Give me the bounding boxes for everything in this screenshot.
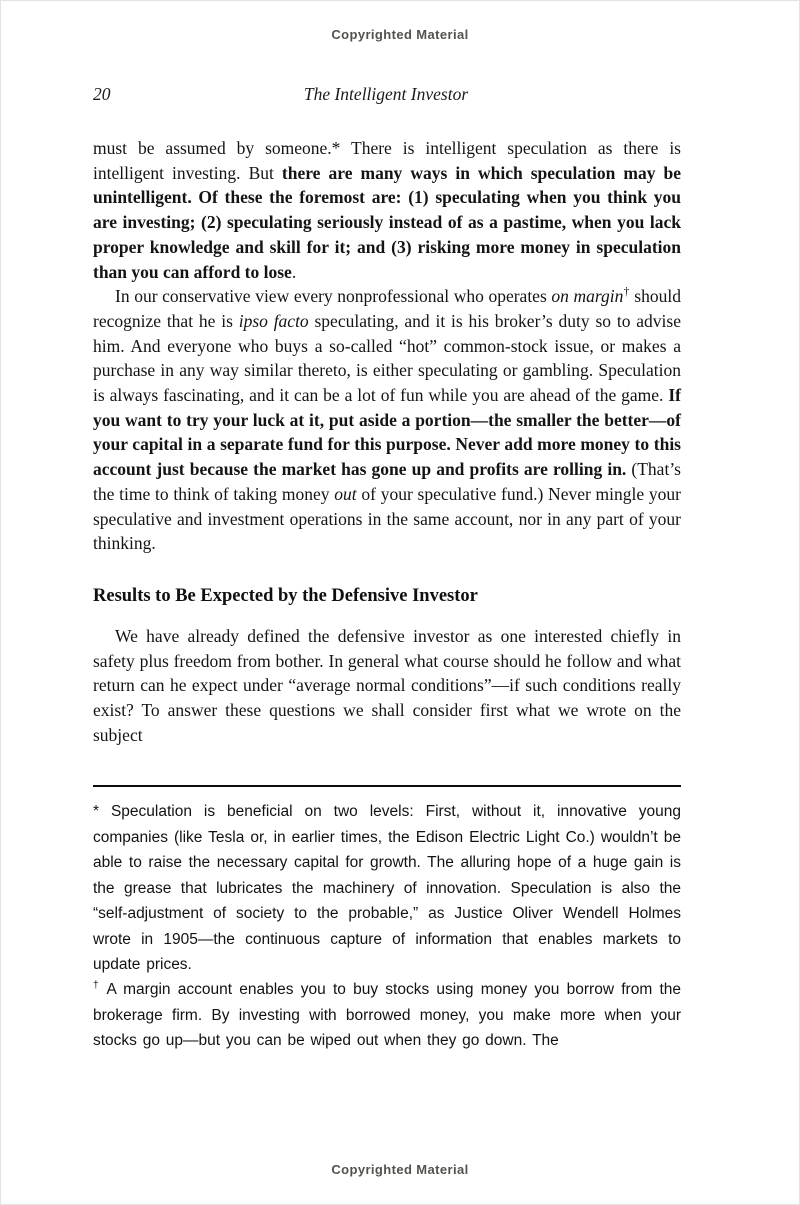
copyright-notice-bottom: Copyrighted Material	[331, 1162, 469, 1177]
running-header	[93, 84, 679, 105]
running-title: The Intelligent Investor	[303, 84, 469, 104]
page-number: 20	[93, 84, 111, 104]
copyright-notice-top: Copyrighted Material	[331, 27, 469, 42]
paragraph-3: We have already defined the defensive investor as one interested chiefly in safety plus freedom from bother. In general what course should he follow and what return can he expect under “average normal conditions”—if such conditions really exist? To answer these questions we shall consider first what we wrote on the subject	[93, 625, 681, 745]
section-heading: Results to Be Expected by the Defensive Investor	[93, 585, 478, 606]
footnote-divider	[93, 785, 681, 787]
footnote-asterisk: * Speculation is beneficial on two levels: First, without it, innovative young companies (like Tesla or, in earlier times, the Edison Electric Light Co.) wouldn’t be able to raise the necessary capital for growth. The alluring hope of a huge gain is the grease that lubricates the machinery of innovation. Speculation is also the “self-adjustment of society to the probable,” as Justice Oliver Wendell Holmes wrote in 1905—the continuous capture of information that enables markets to update prices.	[93, 803, 681, 973]
body-text	[93, 136, 681, 747]
footnotes-section	[93, 799, 681, 1053]
paragraph-2: In our conservative view every nonprofessional who operates on margin† should recognize that he is ipso facto speculating, and it is his broker’s duty so to advise him. And everyone who buys a so-called “hot” common-stock issue, or makes a purchase in any way similar thereto, is either speculating or gambling. Speculation is always fascinating, and it can be a lot of fun while you are ahead of the game. If you want to try your luck at it, put aside a portion—the smaller the better—of your capital in a separate fund for this purpose. Never add more money to this account just because the market has gone up and profits are rolling in. (That’s the time to think of taking money out of your speculative fund.) Never mingle your speculative and investment operations in the same account, nor in any part of your thinking.	[93, 286, 681, 554]
paragraph-1: must be assumed by someone.* There is intelligent speculation as there is intelligent investing. But there are many ways in which speculation may be unintelligent. Of these the foremost are: (1) speculating when you think you are investing; (2) speculating seriously instead of as a pastime, when you lack proper knowledge and skill for it; and (3) risking more money in speculation than you can afford to lose.	[93, 138, 681, 282]
footnote-dagger: † A margin account enables you to buy stocks using money you borrow from the brokerage firm. By investing with borrowed money, you make more when your stocks go up—but you can be wiped out when they go down. The	[93, 980, 681, 1050]
